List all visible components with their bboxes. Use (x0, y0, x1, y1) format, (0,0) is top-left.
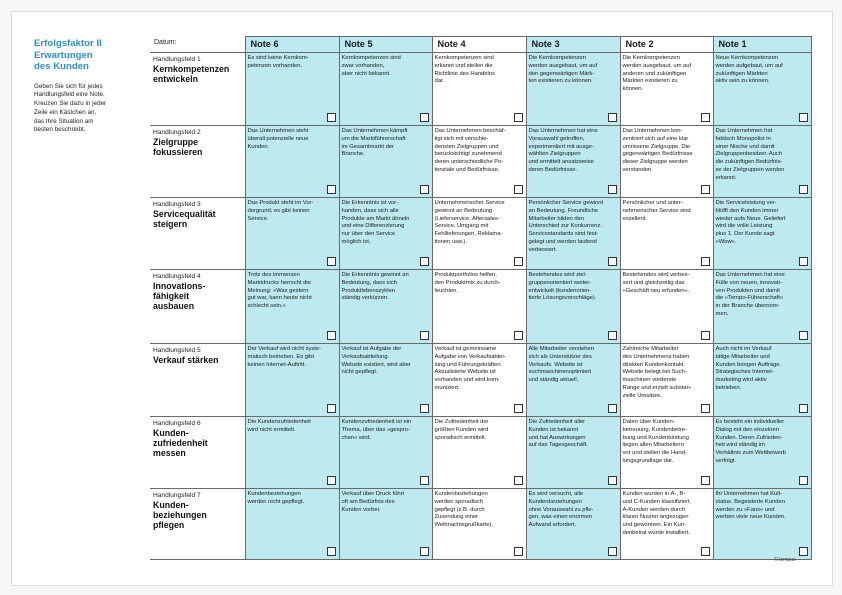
grade-checkbox[interactable] (420, 113, 429, 122)
criterion-text: Die Erkenntnis gewinnt an Bedeutung, dass sich Produktlebenszyklen ständig verkürzen. (341, 272, 409, 302)
criterion-text: Die Erkenntnis ist vor- handen, dass sich alle Produkte am Markt ähneln und eine Differenzierung nur über den Service möglich ist. (341, 200, 410, 245)
grade-checkbox[interactable] (701, 257, 710, 266)
criterion-text: Verkauf über Druck führt oft am Bedürfnis des Kunden vorbei. (341, 491, 405, 513)
criterion-text: Es wird versucht, alle Kundenbeziehungen ohne Vorauswahl zu pfle- gen, was einen enormen Aufwand erfordert. (528, 491, 594, 529)
grade-cell-note-5 (339, 270, 432, 344)
grade-cell-note-6 (245, 489, 339, 560)
grade-checkbox[interactable] (327, 185, 336, 194)
table-row (150, 417, 811, 489)
criterion-text: Kernkompetenzen sind zwar vorhanden, aber nicht bekannt. (341, 55, 401, 77)
criterion-text: Das Unternehmen sieht überall potenzielle neue Kunden. (247, 128, 309, 150)
grade-checkbox[interactable] (608, 185, 617, 194)
grade-cell-note-3 (526, 126, 620, 198)
grade-header-2: Note 2 (620, 37, 713, 53)
grade-cell-note-1 (713, 126, 811, 198)
field-heading (150, 489, 245, 560)
assessment-grid (150, 36, 812, 560)
grade-header-6: Note 6 (245, 37, 339, 53)
field-number: Handlungsfeld 4 (153, 273, 201, 280)
grade-checkbox[interactable] (327, 476, 336, 485)
grade-checkbox[interactable] (799, 185, 808, 194)
grade-checkbox[interactable] (327, 113, 336, 122)
grade-checkbox[interactable] (701, 404, 710, 413)
grade-cell-note-2 (620, 417, 713, 489)
field-title: Innovations- fähigkeit ausbauen (153, 281, 206, 311)
grade-header-5: Note 5 (339, 37, 432, 53)
sidebar-instructions: Geben Sie sich für jedes Handlungsfeld eine Note. Kreuzen Sie dazu in jeder Zeile ein Kästchen an, das Ihre Situation am besten beschreibt. (34, 82, 107, 134)
grade-cell-note-2 (620, 344, 713, 417)
criterion-text: Das Unternehmen beschäf- tigt sich mit verschie- densten Zielgruppen und berücksichtigt zunehmend deren unterschiedliche Po- tenziale und Bedürfnisse. (434, 128, 506, 173)
grade-cell-note-1 (713, 344, 811, 417)
grade-checkbox[interactable] (327, 331, 336, 340)
criterion-text: Das Unternehmen hat eine Vorauswahl getroffen, experimentiert mit ausge- wählten Zielgruppen und ermittelt ansatzweise deren Bedürfnisse. (528, 128, 598, 173)
grade-cell-note-1 (713, 270, 811, 344)
grade-cell-note-4 (432, 198, 526, 270)
grade-checkbox[interactable] (608, 476, 617, 485)
grade-cell-note-6 (245, 53, 339, 126)
grade-checkbox[interactable] (701, 185, 710, 194)
grade-checkbox[interactable] (420, 257, 429, 266)
grade-checkbox[interactable] (420, 404, 429, 413)
criterion-text: Kundenbeziehungen werden nicht gepflegt. (247, 491, 305, 505)
grade-cell-note-6 (245, 270, 339, 344)
grade-cell-note-2 (620, 53, 713, 126)
table-row (150, 126, 811, 198)
field-heading (150, 417, 245, 489)
grade-checkbox[interactable] (799, 476, 808, 485)
criterion-text: Bestehendes wird ziel- gruppenorientiert weiter- entwickelt (kundenorien- tierte Lösungsvorschläge). (528, 272, 597, 302)
grade-cell-note-4 (432, 344, 526, 417)
field-number: Handlungsfeld 1 (153, 56, 201, 63)
grade-checkbox[interactable] (420, 331, 429, 340)
table-row (150, 344, 811, 417)
grade-checkbox[interactable] (514, 404, 523, 413)
grade-checkbox[interactable] (420, 476, 429, 485)
grade-checkbox[interactable] (608, 113, 617, 122)
criterion-text: Das Unternehmen kon- zentriert sich auf eine klar umrissene Zielgruppe. Die gegenwärtigen Bedürfnisse dieser Zielgruppe werden verstanden. (622, 128, 693, 173)
grade-checkbox[interactable] (327, 404, 336, 413)
field-title: Kunden- beziehungen pflegen (153, 500, 207, 530)
field-number: Handlungsfeld 2 (153, 129, 201, 136)
grade-cell-note-6 (245, 344, 339, 417)
copyright-footer: © tempus (774, 557, 796, 563)
grade-cell-note-5 (339, 53, 432, 126)
field-number: Handlungsfeld 5 (153, 347, 201, 354)
grade-checkbox[interactable] (701, 476, 710, 485)
criterion-text: Ihr Unternehmen hat Kult- status. Begeisterte Kunden werden zu »Fans« und werben viele neue Kunden. (715, 491, 786, 521)
header-row (150, 37, 811, 53)
field-heading (150, 53, 245, 126)
grade-cell-note-4 (432, 417, 526, 489)
grade-checkbox[interactable] (327, 257, 336, 266)
criterion-text: Die Serviceleistung ver- blüfft den Kunden immer wieder aufs Neue. Geliefert wird die volle Leistung plus 1. Der Kunde sagt »Wow«. (715, 200, 786, 245)
grade-checkbox[interactable] (420, 185, 429, 194)
criterion-text: Zahlreiche Mitarbeiter des Unternehmens haben direkten Kundenkontakt. Website belegt bei Such- maschinen vorderste Ränge und erzielt substan- zielle Umsätze. (622, 346, 692, 399)
sidebar (34, 38, 134, 135)
field-title: Verkauf stärken (153, 355, 219, 365)
grade-checkbox[interactable] (327, 547, 336, 556)
grade-cell-note-3 (526, 270, 620, 344)
criterion-text: Kernkompetenzen sind erkannt und stellen die Richtlinie des Handelns dar. (434, 55, 495, 85)
grade-cell-note-4 (432, 126, 526, 198)
grade-header-1: Note 1 (713, 37, 811, 53)
criterion-text: Alle Mitarbeiter verstehen sich als Unterstützer des Verkaufs. Website ist suchmaschinenoptimiert und ständig aktuell. (528, 346, 594, 384)
grade-cell-note-3 (526, 53, 620, 126)
grade-cell-note-5 (339, 417, 432, 489)
grade-cell-note-5 (339, 344, 432, 417)
grade-cell-note-4 (432, 489, 526, 560)
field-heading (150, 344, 245, 417)
criterion-text: Produktportfolios helfen, den Produktmix zu durch- leuchten. (434, 272, 501, 294)
criterion-text: Kundenbeziehungen werden sporadisch gepflegt (z.B. durch Zusendung einer Weihnachtsgrußkarte). (434, 491, 493, 529)
table-row (150, 489, 811, 560)
criterion-text: Es besteht ein individueller Dialog mit den einzelnen Kunden. Deren Zufrieden- heit wird ständig im Verhältnis zum Wettbewerb verfolgt. (715, 419, 786, 464)
criterion-text: Kundenzufriedenheit ist ein Thema, über das »gespro- chen« wird. (341, 419, 412, 441)
grade-checkbox[interactable] (420, 547, 429, 556)
table-row (150, 53, 811, 126)
criterion-text: Verkauf ist gemeinsame Aufgabe von Verkaufsabtei- lung und Führungskräften. Aktualisierte Website ist vorhanden und wird kom- muniziert. (434, 346, 506, 391)
field-number: Handlungsfeld 6 (153, 420, 201, 427)
grade-cell-note-2 (620, 270, 713, 344)
grade-cell-note-3 (526, 489, 620, 560)
criterion-text: Trotz des immensen Marktdrucks herrscht die Meinung: »Was gestern gut war, kann heute nicht schlecht sein.« (247, 272, 312, 310)
criterion-text: Persönlicher Service gewinnt an Bedeutung. Freundliche Mitarbeiter bilden den Unterschied zur Konkurrenz. Servicestandards sind fest- gelegt und werden laufend verbessert. (528, 200, 604, 253)
grade-cell-note-2 (620, 126, 713, 198)
grade-cell-note-1 (713, 489, 811, 560)
grade-cell-note-4 (432, 53, 526, 126)
criterion-text: Das Unternehmen hat eine Fülle von neuen, innovati- ven Produkten und damit die »Tempo-Führerschaft« in der Branche übernom- men. (715, 272, 785, 317)
criterion-text: Verkauf ist Aufgabe der Verkaufsabteilung. Website existiert, wird aber nicht gepflegt. (341, 346, 411, 376)
criterion-text: Bestehendes wird verbes- sert und gleichzeitig das »Geschäft neu erfunden«. (622, 272, 690, 294)
field-title: Zielgruppe fokussieren (153, 137, 203, 157)
grade-cell-note-6 (245, 417, 339, 489)
grade-cell-note-1 (713, 53, 811, 126)
grade-checkbox[interactable] (799, 404, 808, 413)
grade-checkbox[interactable] (799, 257, 808, 266)
grade-checkbox[interactable] (799, 331, 808, 340)
criterion-text: Es sind keine Kernkom- petenzen vorhanden. (247, 55, 309, 69)
table-row (150, 270, 811, 344)
criterion-text: Kunden wurden in A-, B- und C-Kunden klassifiziert. A-Kunden werden durch klaren Nutzen angezogen und gewonnen. Ein Kun- denbeirat wurde installiert. (622, 491, 692, 536)
field-number: Handlungsfeld 3 (153, 201, 201, 208)
grade-checkbox[interactable] (514, 257, 523, 266)
criterion-text: Die Kernkompetenzen werden ausgebaut, um auf anderen und zukünftigen Märkten existieren zu können. (622, 55, 692, 93)
criterion-text: Die Kundenzufriedenheit wird nicht ermittelt. (247, 419, 311, 433)
criterion-text: Daten über Kunden- betreuung, Kundenbetre- bung und Kundenbindung liegen allen Mitarbeitern vor und stellen die Hand- lungsgrundlage dar. (622, 419, 689, 464)
grade-cell-note-5 (339, 126, 432, 198)
criterion-text: Unternehmerischer Service gewinnt an Bedeutung (Lieferservice, Aftersales- Service, Umgang mit Fehllieferungen, Reklama- tionen usw.). (434, 200, 505, 245)
field-number: Handlungsfeld 7 (153, 492, 201, 499)
criterion-text: Die Zufriedenheit aller Kunden ist bekannt und hat Auswirkungen auf das Tagesgeschäft. (528, 419, 588, 449)
grade-cell-note-4 (432, 270, 526, 344)
grade-cell-note-3 (526, 198, 620, 270)
grade-checkbox[interactable] (701, 331, 710, 340)
criterion-text: Der Verkauf wird nicht syste- matisch betrieben. Es gibt keinen Internet-Auftritt. (247, 346, 322, 368)
field-title: Kernkompetenzen entwickeln (153, 64, 230, 84)
criterion-text: Die Zufriedenheit der größten Kunden wird sporadisch ermittelt. (434, 419, 489, 441)
criterion-text: Die Kernkompetenzen werden ausgebaut, um auf den gegenwärtigen Märk- ten existieren zu können. (528, 55, 598, 85)
sidebar-title: Erfolgsfaktor II Erwartungen des Kunden (34, 38, 102, 72)
grade-checkbox[interactable] (514, 331, 523, 340)
grade-checkbox[interactable] (514, 113, 523, 122)
grade-cell-note-2 (620, 198, 713, 270)
grade-checkbox[interactable] (799, 113, 808, 122)
criterion-text: Persönlicher und unter- nehmerischer Service sind exzellent. (622, 200, 691, 222)
grade-checkbox[interactable] (608, 257, 617, 266)
grade-cell-note-6 (245, 126, 339, 198)
criterion-text: Das Unternehmen kämpft um die Marktführerschaft im Gesamtmarkt der Branche. (341, 128, 408, 158)
grade-cell-note-5 (339, 489, 432, 560)
grade-header-3: Note 3 (526, 37, 620, 53)
grade-checkbox[interactable] (608, 331, 617, 340)
date-label: Datum: (150, 37, 245, 53)
criterion-text: Neue Kernkompetenzen werden aufgebaut, um auf zukünftigen Märkten aktiv sein zu können. (715, 55, 783, 85)
grade-cell-note-1 (713, 198, 811, 270)
grade-cell-note-5 (339, 198, 432, 270)
grade-checkbox[interactable] (701, 113, 710, 122)
grade-checkbox[interactable] (701, 547, 710, 556)
grade-checkbox[interactable] (514, 185, 523, 194)
grade-cell-note-3 (526, 417, 620, 489)
grade-cell-note-2 (620, 489, 713, 560)
grade-cell-note-1 (713, 417, 811, 489)
field-heading (150, 126, 245, 198)
grade-header-4: Note 4 (432, 37, 526, 53)
grade-cell-note-3 (526, 344, 620, 417)
table-row (150, 198, 811, 270)
grade-checkbox[interactable] (514, 547, 523, 556)
criterion-text: Das Produkt steht im Vor- dergrund, es gibt keinen Service. (247, 200, 314, 222)
grade-checkbox[interactable] (799, 547, 808, 556)
grade-checkbox[interactable] (608, 404, 617, 413)
grade-cell-note-6 (245, 198, 339, 270)
criterion-text: Das Unternehmen hat faktisch Monopolist in einer Nische und damit Zielgruppenbesitzer. Auch die zukünftigen Bedürfnis- se der Zielgruppen werden erkannt. (715, 128, 785, 181)
grade-checkbox[interactable] (514, 476, 523, 485)
field-heading (150, 270, 245, 344)
field-title: Servicequalität steigern (153, 209, 216, 229)
criterion-text: Auch nicht im Verkauf tätige Mitarbeiter und Kunden bringen Aufträge. Strategisches Internet- marketing wird aktiv betrieben. (715, 346, 782, 391)
field-title: Kunden- zufriedenheit messen (153, 428, 208, 458)
grade-checkbox[interactable] (608, 547, 617, 556)
field-heading (150, 198, 245, 270)
